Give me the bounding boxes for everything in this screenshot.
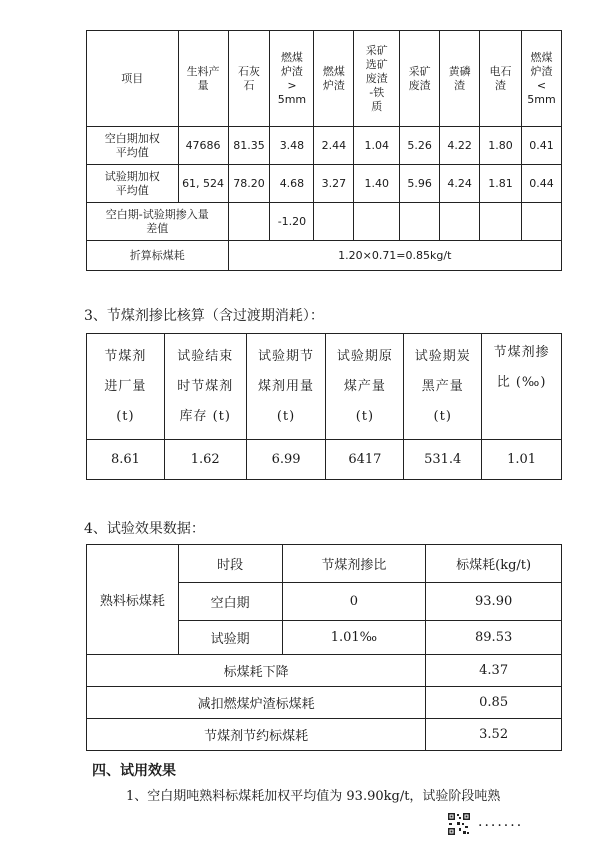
cell: 4.68 (270, 165, 314, 203)
t1-h-l: 燃煤 (530, 50, 553, 64)
t2-h-l: 煤产量 (343, 378, 386, 394)
t1-h-l: 废渣 (408, 78, 431, 92)
row-label-line: 平均值 (115, 145, 149, 159)
row-label (87, 203, 229, 241)
cell: 1.01 (482, 440, 562, 480)
cell (314, 203, 354, 241)
t1-h-l: 采矿 (408, 64, 431, 78)
summary-value: 4.37 (426, 655, 562, 687)
cell: 78.20 (228, 165, 270, 203)
cell: -1.20 (270, 203, 314, 241)
t1-header-cell (270, 31, 314, 127)
table-row (87, 203, 562, 241)
table2-header-row (87, 334, 562, 440)
t2-h-l: (t) (355, 408, 375, 424)
row-label (87, 127, 179, 165)
t1-h-l: 废渣 (365, 71, 388, 85)
t2-header-cell (326, 334, 404, 440)
row-label-line: 试验期加权 (104, 169, 160, 183)
section-heading: 4、试验效果数据： (84, 521, 205, 537)
t1-header-cell (400, 31, 440, 127)
cell: 试验期 (178, 621, 282, 655)
table-row (87, 545, 562, 583)
t1-h-l: 石 (243, 78, 255, 92)
t2-header-cell (482, 334, 562, 440)
t2-h-l: (t) (276, 408, 296, 424)
qr-code-icon (447, 812, 471, 836)
cell: 6417 (326, 440, 404, 480)
t1-header-cell (87, 31, 179, 127)
summary-value: 3.52 (426, 719, 562, 751)
summary-value: 0.85 (426, 687, 562, 719)
t1-h-l: 5mm (527, 92, 556, 106)
t2-header-cell (87, 334, 165, 440)
trailing-dots: ······· (478, 818, 524, 834)
t2-h-l: (t) (433, 408, 452, 424)
t1-h-l: 炉渣 (530, 64, 553, 78)
t2-header-cell (164, 334, 246, 440)
t1-h-l: -铁 (369, 85, 385, 99)
table-row (87, 655, 562, 687)
paragraph: 1、空白期吨熟料标煤耗加权平均值为 93.90kg/t，试验阶段吨熟 (126, 789, 501, 804)
cell: 531.4 (404, 440, 482, 480)
cell: 5.26 (400, 127, 440, 165)
cell: 1.81 (480, 165, 522, 203)
t2-h-l: 试验期炭 (414, 348, 471, 364)
footer-value: 1.20×0.71=0.85kg/t (228, 241, 561, 271)
cell: 0.44 (521, 165, 561, 203)
cell: 空白期 (178, 583, 282, 621)
cell: 8.61 (87, 440, 165, 480)
t2-h-l: 库存 (t) (179, 408, 231, 424)
t2-h-l: 节煤剂掺 (493, 345, 550, 360)
t1-h-l: 炉渣 (280, 64, 303, 78)
summary-label: 节煤剂节约标煤耗 (87, 719, 426, 751)
cell: 4.24 (440, 165, 480, 203)
summary-label: 标煤耗下降 (87, 655, 426, 687)
t2-header-cell (246, 334, 326, 440)
table-row (87, 241, 562, 271)
cell: 5.96 (400, 165, 440, 203)
t1-h-l: 5mm (277, 92, 307, 106)
t2-h-l: 试验期节 (258, 348, 315, 364)
t1-header-cell (228, 31, 270, 127)
row-label (87, 165, 179, 203)
table-row (87, 440, 562, 480)
cell: 2.44 (314, 127, 354, 165)
cell: 1.40 (354, 165, 400, 203)
t1-h-l: 燃煤 (280, 50, 303, 64)
t2-h-l: 进厂量 (104, 378, 147, 394)
col-header: 节煤剂掺比 (282, 545, 426, 583)
cell: 1.01‰ (282, 621, 426, 655)
cell: 4.22 (440, 127, 480, 165)
t1-header-cell (178, 31, 228, 127)
cell: 6.99 (246, 440, 326, 480)
t2-h-l: 黑产量 (421, 378, 464, 394)
row-label-line: 空白期加权 (104, 131, 160, 145)
t1-h-l: < (536, 78, 547, 92)
t1-header-cell (480, 31, 522, 127)
table-row (87, 165, 562, 203)
t1-h-l: 燃煤 (322, 64, 345, 78)
cell: 1.80 (480, 127, 522, 165)
cell: 1.62 (164, 440, 246, 480)
t2-h-l: 煤剂用量 (258, 378, 315, 394)
cell: 3.27 (314, 165, 354, 203)
table-row (87, 719, 562, 751)
t1-h-l: 渣 (454, 78, 466, 92)
ratio-table (86, 333, 562, 480)
section-heading: 四、试用效果 (92, 763, 176, 779)
t1-h-l0: 项目 (121, 71, 144, 85)
cell (400, 203, 440, 241)
t2-h-l: 试验结束 (177, 348, 234, 364)
col-header: 标煤耗(kg/t) (426, 545, 562, 583)
footer-label: 折算标煤耗 (87, 241, 229, 271)
t1-h-l: 电石 (489, 64, 512, 78)
t1-h-l: 质 (371, 99, 383, 113)
t1-header-cell (314, 31, 354, 127)
t2-h-l: (t) (116, 408, 135, 424)
row-label-line: 差值 (146, 221, 169, 235)
cell: 0.41 (521, 127, 561, 165)
t1-h-l: 黄磷 (448, 64, 471, 78)
section-heading: 3、节煤剂掺比核算（含过渡期消耗）： (84, 308, 324, 324)
cell (228, 203, 270, 241)
cell: 3.48 (270, 127, 314, 165)
table-row (87, 687, 562, 719)
row-label-line: 平均值 (115, 183, 149, 197)
t1-h-l: 生料产 (186, 64, 220, 78)
cell (440, 203, 480, 241)
t1-header-cell (354, 31, 400, 127)
cell (521, 203, 561, 241)
summary-label: 减扣燃煤炉渣标煤耗 (87, 687, 426, 719)
raw-material-table (86, 30, 562, 271)
table1-header-row (87, 31, 562, 127)
effect-table (86, 544, 562, 751)
t1-h-l: 采矿 (365, 43, 388, 57)
cell (354, 203, 400, 241)
t1-header-cell (440, 31, 480, 127)
t2-h-l: 试验期原 (336, 348, 393, 364)
cell: 1.04 (354, 127, 400, 165)
t1-h-l: 石灰 (238, 64, 260, 78)
t1-h-l: 量 (197, 78, 209, 92)
cell: 47686 (178, 127, 228, 165)
t2-h-l: 节煤剂 (104, 348, 147, 364)
row-label-line: 空白期-试验期掺入量 (105, 207, 209, 221)
t1-h-l: 渣 (495, 78, 507, 92)
cell (480, 203, 522, 241)
cell: 93.90 (426, 583, 562, 621)
t2-header-cell (404, 334, 482, 440)
cell: 0 (282, 583, 426, 621)
t2-h-l: 比 (‰) (496, 375, 547, 390)
row-label: 熟料标煤耗 (87, 545, 179, 655)
t2-h-l: 时节煤剂 (177, 378, 234, 394)
col-header: 时段 (178, 545, 282, 583)
t1-h-l: 炉渣 (322, 78, 345, 92)
cell: 81.35 (228, 127, 270, 165)
cell: 61, 524 (178, 165, 228, 203)
table-row (87, 127, 562, 165)
cell: 89.53 (426, 621, 562, 655)
t1-h-l: > (287, 78, 297, 92)
t1-header-cell (521, 31, 561, 127)
t1-h-l: 选矿 (365, 57, 388, 71)
